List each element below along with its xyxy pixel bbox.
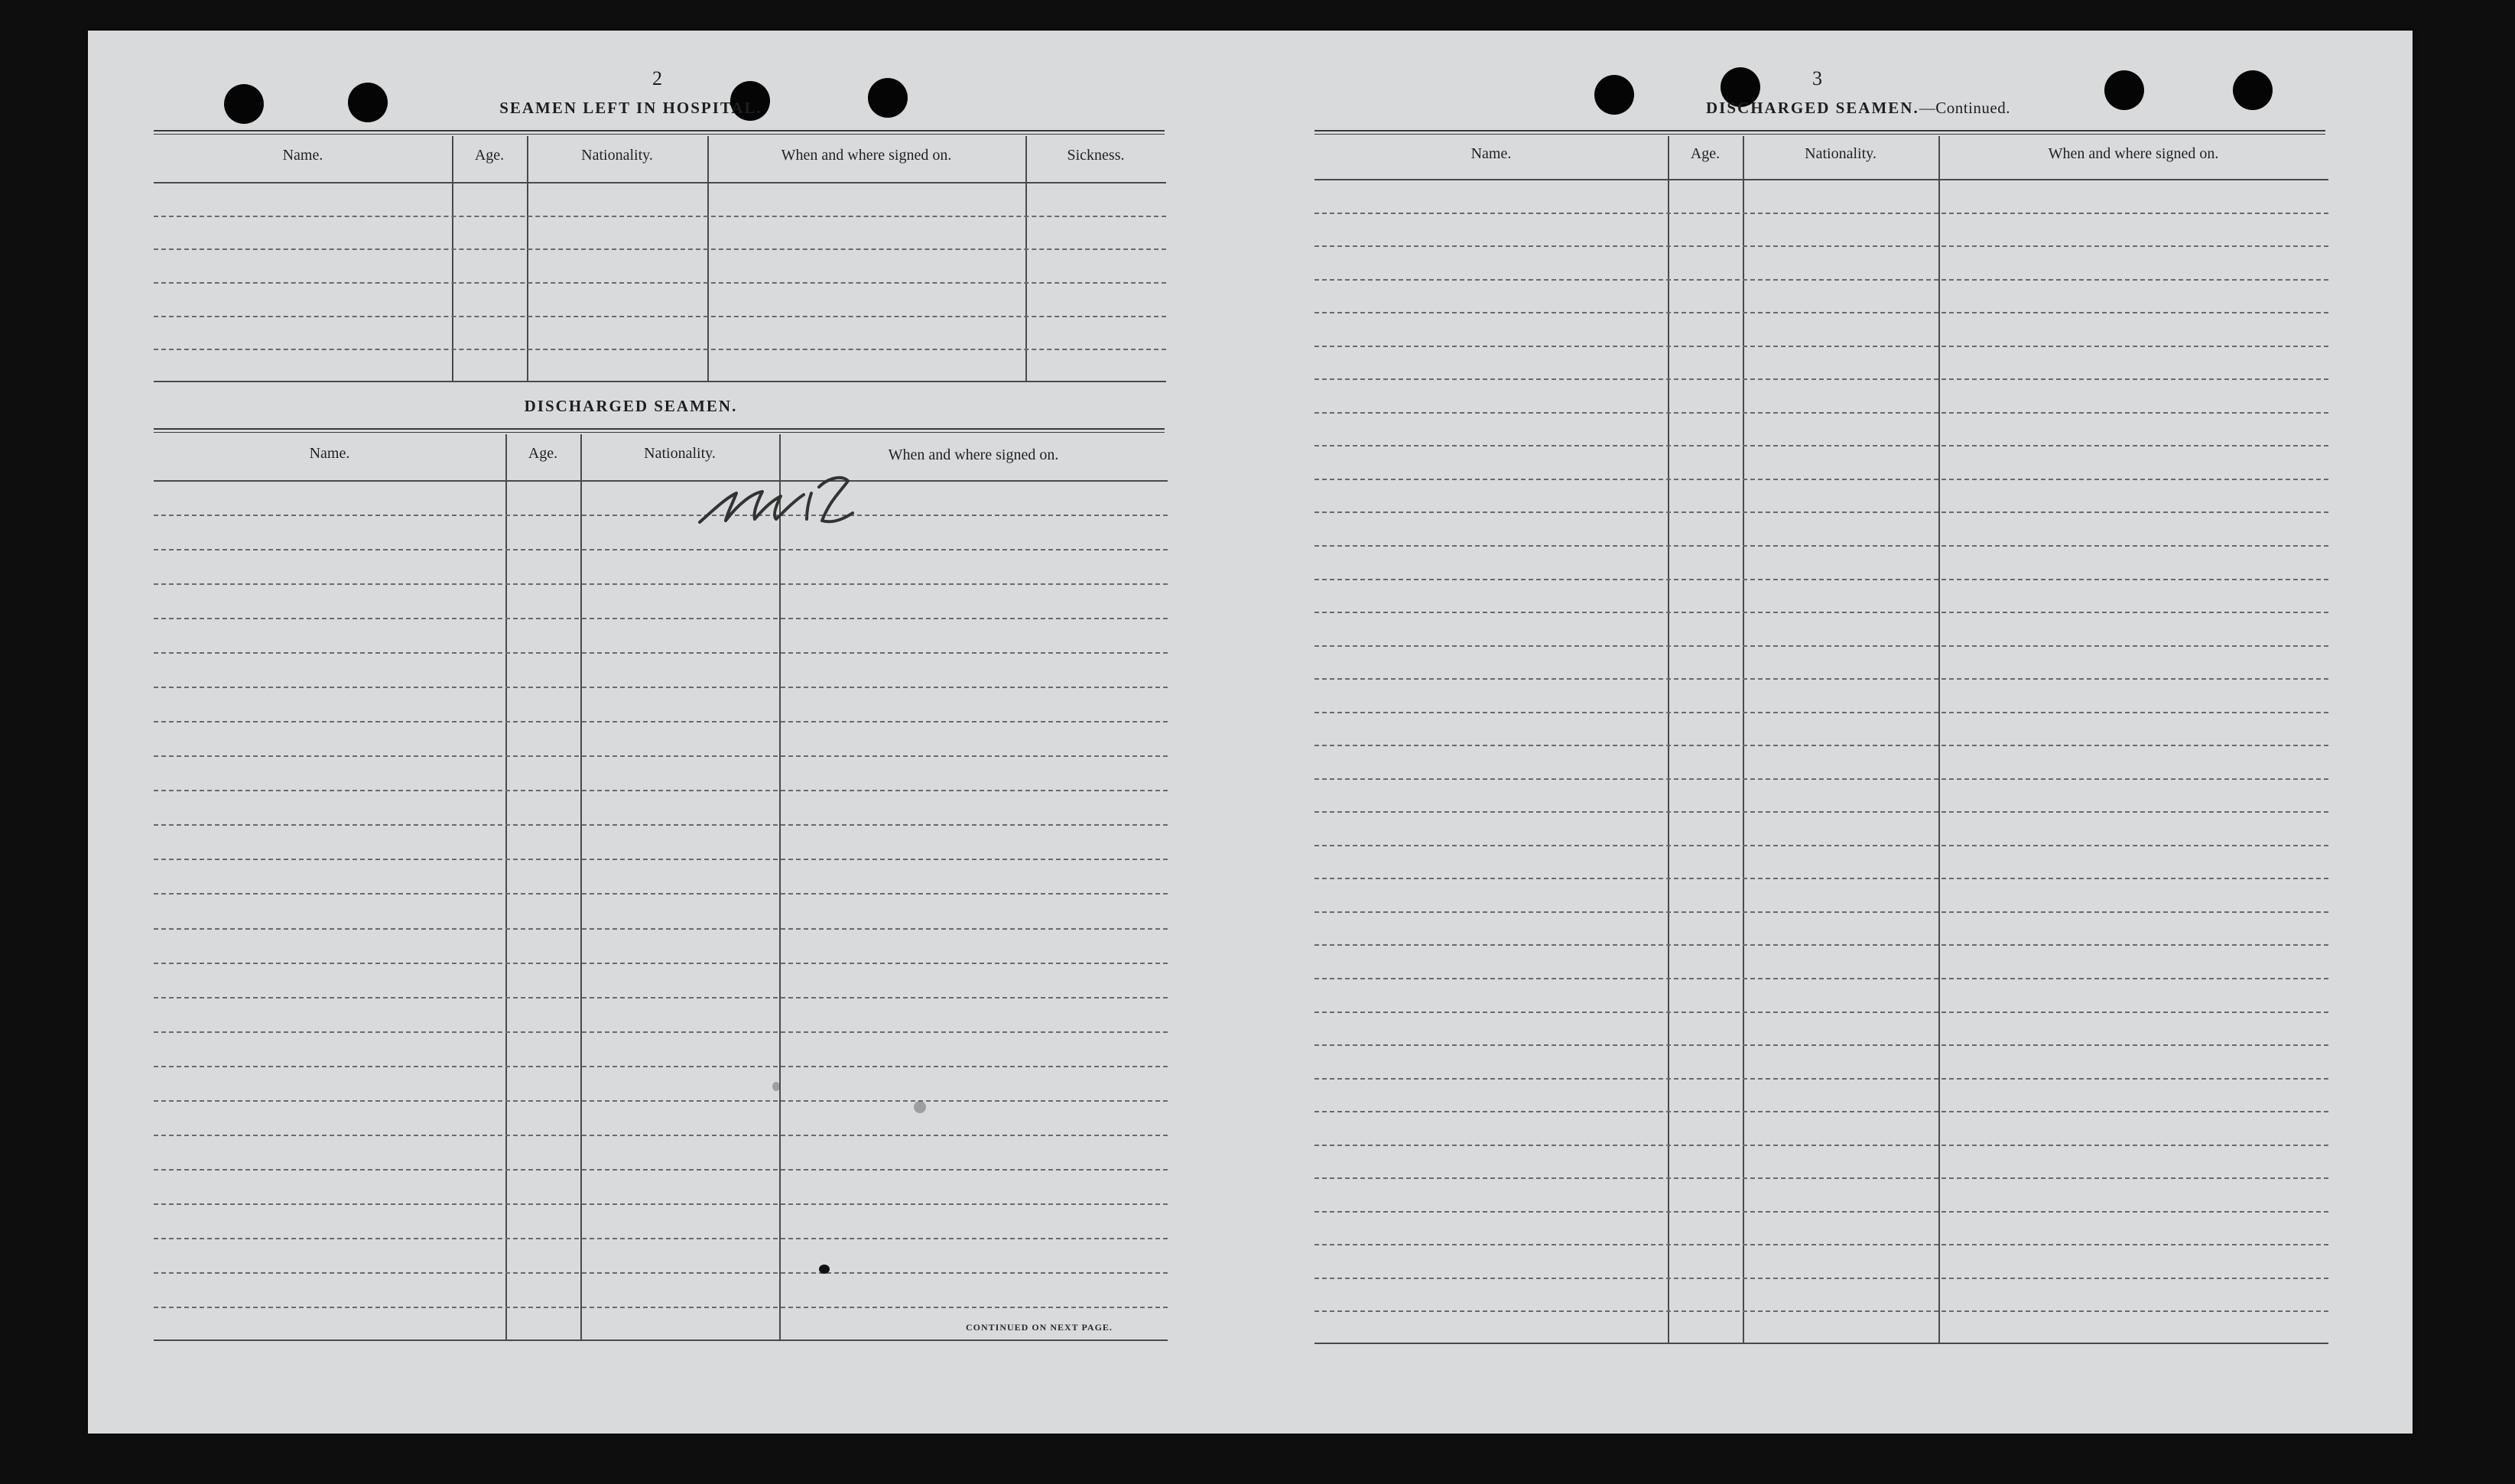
ruled-row-line [1314,944,2328,946]
left-page-number: 2 [652,67,662,89]
ruled-row-line [1314,545,2328,547]
ruled-row-line [154,963,1168,964]
right-top-rule [1314,130,2325,135]
table-bottom-rule [154,1339,1168,1341]
ruled-row-line [154,1203,1168,1205]
ruled-row-line [154,1100,1168,1102]
ruled-row-line [1314,745,2328,746]
ruled-row-line [1314,712,2328,713]
ruled-row-line [1314,778,2328,780]
col-header-signed-on: When and where signed on. [781,147,952,164]
ruled-row-line [1314,1044,2328,1046]
ruled-row-line [1314,845,2328,846]
col-header-nationality: Nationality. [1805,145,1877,162]
ruled-row-line [154,515,1168,516]
header-underline [154,480,1168,482]
ruled-row-line [1314,1310,2328,1312]
ruled-row-line [1314,645,2328,647]
ruled-row-line [154,721,1168,723]
ruled-row-line [154,583,1168,585]
col-header-age: Age. [1690,145,1721,162]
ruled-row-line [1314,1244,2328,1245]
ruled-row-line [1314,1012,2328,1013]
punch-hole [868,78,908,118]
col-header-signed-on: When and where signed on. [2048,145,2219,162]
ruled-row-line [154,1066,1168,1067]
ruled-row-line [1314,213,2328,214]
ruled-row-line [1314,1111,2328,1112]
ruled-row-line [154,859,1168,860]
ruled-row-line [1314,479,2328,480]
ruled-row-line [1314,811,2328,813]
col-header-age: Age. [528,445,558,462]
ruled-row-line [154,893,1168,895]
column-divider [580,434,582,1341]
punch-hole [2233,70,2273,110]
ruled-row-line [1314,412,2328,414]
ruled-row-line [154,248,1166,250]
column-divider [707,136,709,382]
ruled-row-line [1314,312,2328,313]
ruled-row-line [154,997,1168,999]
handwritten-nil [692,470,860,539]
title-main: DISCHARGED SEAMEN. [1706,99,1919,117]
ruled-row-line [154,618,1168,619]
col-header-signed-on: When and where signed on. [888,446,1059,463]
discharged-top-rule [154,428,1165,433]
continued-footer: CONTINUED ON NEXT PAGE. [966,1322,1113,1333]
ruled-row-line [1314,1278,2328,1279]
ruled-row-line [154,216,1166,217]
ruled-row-line [1314,245,2328,247]
col-header-nationality: Nationality. [581,147,653,164]
column-divider [779,434,781,1341]
ruled-row-line [154,349,1166,350]
ruled-row-line [1314,612,2328,613]
column-divider [1743,136,1744,1344]
discharged-table-left [154,434,1168,1341]
punch-hole [224,84,264,124]
ruled-row-line [154,1238,1168,1239]
ink-spot [914,1101,926,1113]
hospital-table [154,136,1166,382]
ruled-row-line [154,652,1168,654]
ruled-row-line [1314,878,2328,879]
ruled-row-line [1314,346,2328,347]
hospital-top-rule [154,130,1165,135]
title-suffix: —Continued. [1919,99,2010,117]
right-page-number: 3 [1812,67,1822,89]
col-header-nationality: Nationality. [644,445,716,462]
ruled-row-line [1314,1145,2328,1146]
column-divider [1938,136,1940,1344]
punch-hole [348,83,388,122]
ruled-row-line [154,755,1168,757]
ruled-row-line [154,790,1168,791]
header-underline [154,182,1166,183]
punch-hole [2104,70,2144,110]
col-header-age: Age. [474,147,505,164]
punch-hole [1594,75,1634,115]
ruled-row-line [154,282,1166,284]
ruled-row-line [1314,911,2328,913]
ruled-row-line [1314,1078,2328,1080]
discharged-table-right [1314,136,2328,1344]
ruled-row-line [154,1031,1168,1033]
ruled-row-line [1314,678,2328,680]
ink-spot [772,1082,780,1091]
ruled-row-line [154,824,1168,826]
ruled-row-line [154,549,1168,550]
ruled-row-line [154,316,1166,317]
ruled-row-line [1314,579,2328,580]
ruled-row-line [154,1307,1168,1308]
ruled-row-line [1314,1177,2328,1179]
ruled-row-line [1314,445,2328,446]
ruled-row-line [1314,1211,2328,1213]
col-header-name: Name. [309,445,350,462]
ledger-sheet [88,31,2413,1434]
discharged-continued-title [1656,99,2061,118]
col-header-name: Name. [282,147,323,164]
ruled-row-line [1314,378,2328,380]
table-bottom-rule [1314,1343,2328,1344]
table-bottom-rule [154,381,1166,382]
ruled-row-line [154,687,1168,688]
column-divider [505,434,507,1341]
column-divider [452,136,453,382]
column-divider [527,136,528,382]
ruled-row-line [154,928,1168,930]
header-underline [1314,179,2328,180]
col-header-name: Name. [1470,145,1512,162]
ruled-row-line [154,1135,1168,1136]
ruled-row-line [1314,511,2328,513]
column-divider [1668,136,1669,1344]
hospital-section-title: SEAMEN LEFT IN HOSPITAL. [499,99,762,117]
ruled-row-line [154,1272,1168,1274]
col-header-sickness: Sickness. [1067,147,1125,164]
ruled-row-line [1314,978,2328,979]
column-divider [1025,136,1027,382]
ink-spot [819,1265,830,1274]
discharged-section-title: DISCHARGED SEAMEN. [524,397,738,415]
ruled-row-line [1314,279,2328,281]
ruled-row-line [154,1169,1168,1171]
